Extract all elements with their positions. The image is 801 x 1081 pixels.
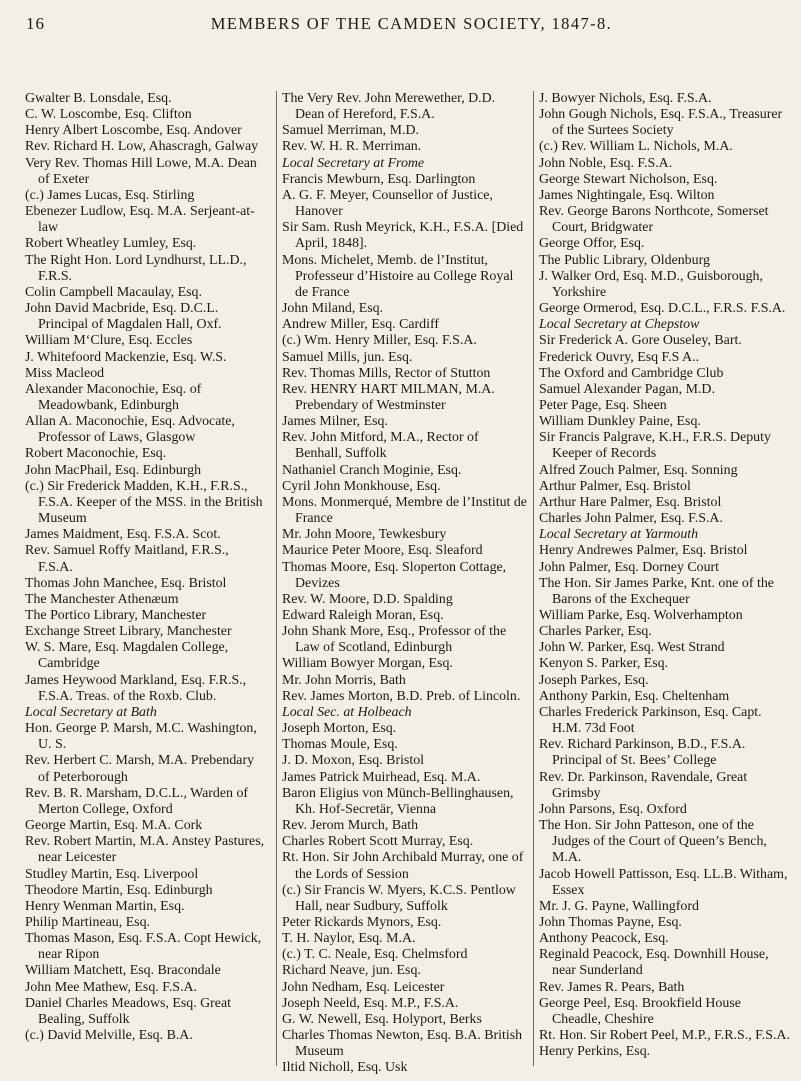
member-entry: (c.) Wm. Henry Miller, Esq. F.S.A. [282, 333, 477, 349]
member-entry: The Portico Library, Manchester [25, 608, 207, 623]
member-entry: James Milner, Esq. [282, 414, 388, 430]
member-entry: J. D. Moxon, Esq. Bristol [282, 753, 425, 769]
member-entry: (c.) Rev. William L. Nichols, M.A. [539, 139, 733, 155]
member-entry: The Manchester Athenæum [25, 591, 179, 607]
local-secretary-note: Local Secretary at Yarmouth [539, 527, 699, 543]
member-entry: Thomas Moule, Esq. [282, 737, 398, 753]
member-entry: Rev. Dr. Parkinson, Ravendale, Great Grimsby [539, 769, 748, 801]
local-secretary-note: Local Secretary at Chepstow [539, 317, 700, 333]
member-entry: George Stewart Nicholson, Esq. [539, 171, 718, 187]
member-entry: Mr. J. G. Payne, Wallingford [539, 898, 699, 914]
member-entry: Arthur Hare Palmer, Esq. Bristol [539, 494, 722, 510]
member-entry: Cyril John Monkhouse, Esq. [282, 478, 441, 494]
member-entry: William Dunkley Paine, Esq. [539, 414, 701, 430]
member-entry: Charles Thomas Newton, Esq. B.A. British Museum [282, 1028, 523, 1060]
member-entry: A. G. F. Meyer, Counsellor of Justice, Hanover [282, 187, 493, 220]
member-entry: Nathaniel Cranch Moginie, Esq. [282, 462, 462, 478]
member-entry: Edward Raleigh Moran, Esq. [282, 608, 444, 623]
member-entry: J. Bowyer Nichols, Esq. F.S.A. [539, 91, 712, 106]
member-entry: James Heywood Markland, Esq. F.R.S., F.S.A. Treas. of the Roxb. Club. [25, 672, 247, 704]
member-entry: Sir Frederick A. Gore Ouseley, Bart. [539, 333, 742, 349]
member-entry: Mr. John Moore, Tewkesbury [282, 527, 447, 543]
member-entry: (c.) Sir Frederick Madden, K.H., F.R.S., F.S.A. Keeper of the MSS. in the British Museum [25, 478, 263, 527]
member-entry: Robert Wheatley Lumley, Esq. [25, 236, 197, 252]
member-entry: Ebenezer Ludlow, Esq. M.A. Serjeant-at-law [25, 204, 255, 236]
member-entry: William M‘Clure, Esq. Eccles [25, 333, 193, 349]
member-entry: (c.) David Melville, Esq. B.A. [25, 1028, 193, 1044]
member-entry: Jacob Howell Pattisson, Esq. LL.B. Witham, Essex [539, 866, 788, 898]
member-entry: Miss Macleod [25, 365, 105, 381]
member-entry: Henry Perkins, Esq. [539, 1044, 651, 1060]
member-entry: (c.) James Lucas, Esq. Stirling [25, 187, 195, 203]
member-entry: Colin Campbell Macaulay, Esq. [25, 284, 202, 300]
member-entry: George Martin, Esq. M.A. Cork [25, 818, 203, 834]
member-entry: Rev. Samuel Roffy Maitland, F.R.S., F.S.A. [25, 543, 229, 575]
member-entry: Maurice Peter Moore, Esq. Sleaford [282, 543, 483, 559]
member-entry: John Thomas Payne, Esq. [539, 914, 682, 930]
member-entry: John David Macbride, Esq. D.C.L. Principal of Magdalen Hall, Oxf. [25, 301, 222, 333]
column-3 [533, 91, 791, 1066]
member-entry: Thomas John Manchee, Esq. Bristol [25, 575, 227, 591]
member-entry: John Palmer, Esq. Dorney Court [539, 559, 720, 575]
member-entry: Joseph Morton, Esq. [282, 721, 397, 737]
member-entry: James Maidment, Esq. F.S.A. Scot. [25, 527, 221, 543]
member-entry: Mons. Michelet, Memb. de l’Institut, Professeur d’Histoire au College Royal de France [282, 252, 514, 300]
member-entry: Kenyon S. Parker, Esq. [539, 656, 669, 672]
member-entry: Rt. Hon. Sir Robert Peel, M.P., F.R.S., F.S.A. [539, 1028, 790, 1044]
local-secretary-note: Local Sec. at Holbeach [282, 704, 412, 720]
member-entry: Alexander Maconochie, Esq. of Meadowbank, Edinburgh [25, 381, 202, 413]
member-entry: Philip Martineau, Esq. [25, 914, 151, 930]
member-entry: Anthony Parkin, Esq. Cheltenham [539, 688, 730, 704]
member-entry: The Right Hon. Lord Lyndhurst, LL.D., F.R.S. [25, 252, 247, 284]
member-entry: John W. Parker, Esq. West Strand [539, 640, 725, 656]
member-entry: Arthur Palmer, Esq. Bristol [539, 478, 691, 494]
member-entry: John Nedham, Esq. Leicester [282, 979, 445, 995]
member-entry: The Public Library, Oldenburg [539, 252, 710, 268]
member-entry: Peter Page, Esq. Sheen [539, 397, 667, 413]
member-entry: Mons. Monmerqué, Membre de l’Institut de France [282, 494, 527, 527]
member-entry: John Mee Mathew, Esq. F.S.A. [25, 979, 197, 995]
member-entry: Sir Francis Palgrave, K.H., F.R.S. Deputy Keeper of Records [539, 430, 771, 462]
member-entry: Frederick Ouvry, Esq F.S A.. [539, 349, 700, 365]
member-entry: Joseph Parkes, Esq. [539, 672, 649, 688]
member-entry: Rev. W. H. R. Merriman. [282, 139, 422, 155]
member-entry: Mr. John Morris, Bath [282, 672, 406, 688]
member-entry: Samuel Merriman, M.D. [282, 123, 419, 139]
member-entry: John MacPhail, Esq. Edinburgh [25, 462, 202, 478]
member-entry: John Noble, Esq. F.S.A. [539, 155, 673, 171]
member-entry: Gwalter B. Lonsdale, Esq. [25, 91, 172, 106]
member-entry: Rt. Hon. Sir John Archibald Murray, one of the Lords of Session [282, 850, 524, 882]
member-entry: The Hon. Sir James Parke, Knt. one of the Barons of the Exchequer [539, 575, 774, 607]
member-entry: Rev. James Morton, B.D. Preb. of Lincoln. [282, 688, 521, 704]
member-entry: John Parsons, Esq. Oxford [539, 801, 687, 817]
member-entry: The Oxford and Cambridge Club [539, 365, 724, 381]
member-entry: John Miland, Esq. [282, 301, 384, 317]
member-entry: W. S. Mare, Esq. Magdalen College, Cambridge [25, 640, 229, 672]
member-entry: Thomas Mason, Esq. F.S.A. Copt Hewick, near Ripon [25, 931, 262, 963]
member-entry: Rev. Jerom Murch, Bath [282, 818, 419, 834]
member-entry: Henry Andrewes Palmer, Esq. Bristol [539, 543, 748, 559]
member-entry: Joseph Neeld, Esq. M.P., F.S.A. [282, 995, 459, 1011]
member-entry: Rev. George Barons Northcote, Somerset Court, Bridgwater [539, 204, 769, 236]
member-list [25, 91, 790, 1076]
member-entry: C. W. Loscombe, Esq. Clifton [25, 107, 192, 123]
member-entry: Robert Maconochie, Esq. [25, 446, 167, 462]
member-entry: Charles Parker, Esq. [539, 624, 652, 640]
member-entry: Very Rev. Thomas Hill Lowe, M.A. Dean of Exeter [25, 155, 257, 187]
member-entry: (c.) Sir Francis W. Myers, K.C.S. Pentlow Hall, near Sudbury, Suffolk [282, 882, 516, 914]
member-entry: George Offor, Esq. [539, 236, 645, 252]
member-entry: George Peel, Esq. Brookfield House Cheadle, Cheshire [539, 995, 741, 1027]
member-entry: Hon. George P. Marsh, M.C. Washington, U. S. [25, 721, 257, 753]
member-entry: Rev. B. R. Marsham, D.C.L., Warden of Merton College, Oxford [25, 785, 249, 817]
member-entry: Reginald Peacock, Esq. Downhill House, near Sunderland [539, 947, 769, 979]
member-entry: John Shank More, Esq., Professor of the Law of Scotland, Edinburgh [282, 624, 507, 656]
member-entry: Rev. Richard Parkinson, B.D., F.S.A. Principal of St. Bees’ College [539, 737, 746, 769]
member-entry: William Parke, Esq. Wolverhampton [539, 608, 743, 623]
member-entry: Sir Sam. Rush Meyrick, K.H., F.S.A. [Died April, 1848]. [282, 220, 524, 252]
member-entry: Rev. HENRY HART MILMAN, M.A. Prebendary of Westminster [282, 381, 495, 413]
local-secretary-note: Local Secretary at Bath [25, 704, 157, 720]
member-entry: Henry Wenman Martin, Esq. [25, 898, 185, 914]
member-entry: Baron Eligius von Münch-Bellinghausen, Kh. Hof-Secretär, Vienna [282, 785, 514, 817]
member-entry: Alfred Zouch Palmer, Esq. Sonning [539, 462, 738, 478]
member-entry: Iltid Nicholl, Esq. Usk [282, 1060, 408, 1076]
member-entry: Exchange Street Library, Manchester [25, 624, 232, 640]
member-entry: James Nightingale, Esq. Wilton [539, 187, 715, 203]
member-entry: Rev. Richard H. Low, Ahascragh, Galway [25, 139, 259, 155]
page-header [26, 14, 777, 40]
member-entry: Thomas Moore, Esq. Sloperton Cottage, Devizes [282, 559, 507, 591]
member-entry: Rev. Robert Martin, M.A. Anstey Pastures, near Leicester [25, 834, 265, 866]
member-entry: The Hon. Sir John Patteson, one of the Judges of the Court of Queen’s Bench, M.A. [539, 818, 767, 866]
running-head: MEMBERS OF THE CAMDEN SOCIETY, 1847-8. [210, 14, 613, 33]
member-entry: Peter Rickards Mynors, Esq. [282, 914, 442, 930]
member-entry: Francis Mewburn, Esq. Darlington [282, 171, 476, 187]
member-entry: Rev. Herbert C. Marsh, M.A. Prebendary of Peterborough [25, 753, 255, 785]
member-entry: J. Whitefoord Mackenzie, Esq. W.S. [25, 349, 227, 365]
member-entry: Rev. James R. Pears, Bath [539, 979, 685, 995]
member-entry: Charles Robert Scott Murray, Esq. [282, 834, 474, 850]
member-entry: (c.) T. C. Neale, Esq. Chelmsford [282, 947, 468, 963]
member-entry: T. H. Naylor, Esq. M.A. [282, 931, 416, 947]
member-entry: The Very Rev. John Merewether, D.D. Dean of Hereford, F.S.A. [282, 91, 496, 123]
member-entry: James Patrick Muirhead, Esq. M.A. [282, 769, 481, 785]
member-entry: Theodore Martin, Esq. Edinburgh [25, 882, 213, 898]
member-entry: J. Walker Ord, Esq. M.D., Guisborough, Yorkshire [539, 268, 763, 300]
member-entry: G. W. Newell, Esq. Holyport, Berks [282, 1011, 482, 1027]
member-entry: Rev. John Mitford, M.A., Rector of Benhall, Suffolk [282, 430, 479, 462]
member-entry: Andrew Miller, Esq. Cardiff [282, 317, 439, 333]
column-1 [25, 91, 266, 1066]
member-entry: Charles John Palmer, Esq. F.S.A. [539, 511, 723, 527]
member-entry: Richard Neave, jun. Esq. [282, 963, 421, 979]
member-entry: Allan A. Maconochie, Esq. Advocate, Professor of Laws, Glasgow [25, 414, 235, 446]
member-entry: Charles Frederick Parkinson, Esq. Capt. H.M. 73d Foot [539, 704, 762, 737]
member-entry: George Ormerod, Esq. D.C.L., F.R.S. F.S.A. [539, 301, 786, 317]
column-2 [276, 91, 527, 1076]
member-entry: Samuel Alexander Pagan, M.D. [539, 381, 715, 397]
member-entry: Rev. Thomas Mills, Rector of Stutton [282, 365, 491, 381]
member-entry: William Matchett, Esq. Bracondale [25, 963, 221, 979]
page-number: 16 [26, 14, 45, 33]
local-secretary-note: Local Secretary at Frome [282, 155, 425, 171]
member-entry: Henry Albert Loscombe, Esq. Andover [25, 123, 242, 139]
member-entry: Daniel Charles Meadows, Esq. Great Bealing, Suffolk [25, 995, 231, 1027]
member-entry: John Gough Nichols, Esq. F.S.A., Treasurer of the Surtees Society [539, 107, 783, 139]
member-entry: Studley Martin, Esq. Liverpool [25, 866, 199, 882]
member-entry: Samuel Mills, jun. Esq. [282, 349, 413, 365]
member-entry: Rev. W. Moore, D.D. Spalding [282, 591, 453, 607]
member-entry: William Bowyer Morgan, Esq. [282, 656, 453, 672]
member-entry: Anthony Peacock, Esq. [539, 931, 669, 947]
